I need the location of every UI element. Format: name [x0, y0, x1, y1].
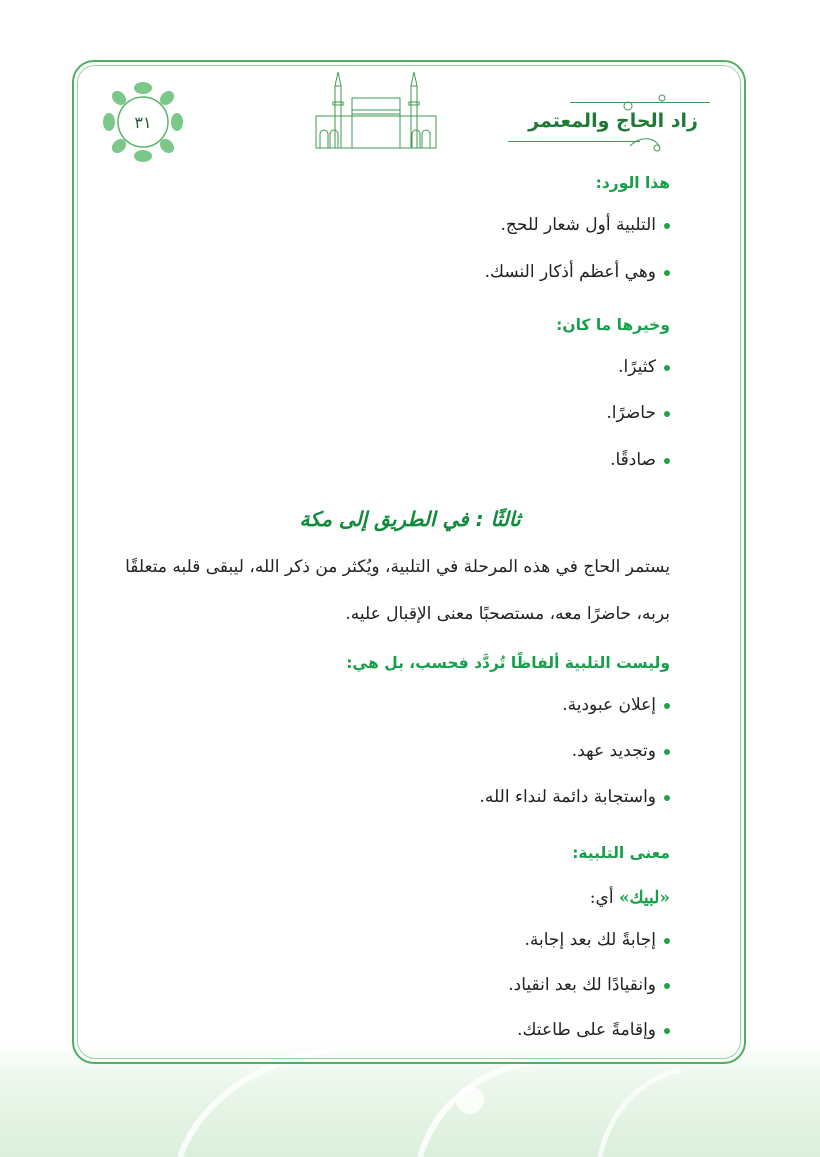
list-item-text: إجابةً لك بعد إجابة.: [524, 930, 656, 950]
list-item: [500, 215, 670, 235]
labbaik-rest: أي:: [589, 888, 619, 908]
bullet-icon: [664, 270, 670, 276]
bullet-icon: [664, 411, 670, 417]
not-words-heading: وليست التلبية ألفاظًا تُردَّد فحسب، بل هي:: [346, 654, 670, 672]
list-item-text: واستجابة دائمة لنداء الله.: [479, 787, 656, 807]
bullet-icon: [664, 365, 670, 371]
wird-heading: هذا الورد:: [595, 174, 670, 192]
kaaba-icon: [312, 72, 440, 152]
list-item-text: وإقامةً على طاعتك.: [517, 1020, 656, 1040]
list-item: [618, 357, 670, 377]
list-item: [525, 930, 671, 950]
labbaik-line: [590, 888, 670, 908]
bullet-icon: [664, 749, 670, 755]
paragraph-line: بربه، حاضرًا معه، مستصحبًا معنى الإقبال عليه.: [345, 604, 670, 624]
page-number: ٣١: [134, 112, 152, 132]
labbaik-quote: «لبيك»: [618, 888, 670, 908]
section-title: ثالثًا : في الطريق إلى مكة: [299, 507, 521, 531]
list-item: [508, 975, 670, 995]
list-item: [485, 262, 670, 282]
paragraph-line: يستمر الحاج في هذه المرحلة في التلبية، ويُكثر من ذكر الله، ليبقى قلبه متعلقًا: [125, 557, 670, 577]
meaning-heading: معنى التلبية:: [572, 844, 670, 862]
list-item: [572, 741, 670, 761]
running-head: زاد الحاج والمعتمر: [528, 110, 698, 132]
list-item-text: كثيرًا.: [618, 357, 656, 377]
list-item: [517, 1020, 670, 1040]
list-item-text: التلبية أول شعار للحج.: [500, 215, 656, 235]
header-rule-bottom: [508, 141, 640, 142]
bullet-icon: [664, 795, 670, 801]
list-item-text: صادقًا.: [610, 450, 656, 470]
list-item-text: إعلان عبودية.: [562, 695, 656, 715]
bullet-icon: [664, 458, 670, 464]
list-item-text: وتجديد عهد.: [571, 741, 656, 761]
list-item-text: حاضرًا.: [606, 403, 656, 423]
list-item: [610, 450, 670, 470]
list-item: [480, 787, 670, 807]
best-heading: وخيرها ما كان:: [556, 316, 670, 334]
bullet-icon: [664, 1028, 670, 1034]
bullet-icon: [664, 703, 670, 709]
bullet-icon: [664, 983, 670, 989]
list-item: [562, 695, 670, 715]
bullet-icon: [664, 938, 670, 944]
list-item-text: وهي أعظم أذكار النسك.: [484, 262, 656, 282]
list-item: [606, 403, 670, 423]
list-item-text: وانقيادًا لك بعد انقياد.: [508, 975, 656, 995]
bullet-icon: [664, 223, 670, 229]
